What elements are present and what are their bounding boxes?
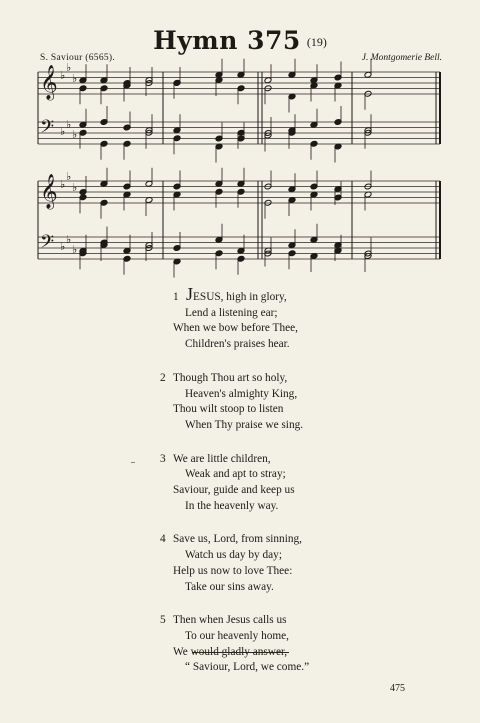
verse-line: Lend a listening ear; — [185, 306, 278, 319]
verse-line: We would gladly answer, — [173, 645, 288, 658]
flat-icon: ♭ — [72, 244, 78, 256]
verse-4 — [160, 532, 309, 595]
hymn-title: Hymn 375 — [153, 26, 301, 55]
verse-line: Take our sins away. — [185, 580, 274, 593]
verse-line: To our heavenly home, — [185, 629, 289, 642]
treble-clef-icon: 𝄞 — [40, 65, 58, 100]
verse-line: ESUS, high in glory, — [193, 291, 287, 303]
verse-number: 4 — [160, 533, 166, 546]
verse-line: Though Thou art so holy, — [173, 371, 288, 384]
verse-line: When Thy praise we sing. — [185, 418, 304, 431]
bass-clef-icon: 𝄢 — [40, 232, 55, 257]
verse-line: Children's praises hear. — [185, 338, 290, 351]
flat-icon: ♭ — [60, 179, 66, 191]
verse-line: In the heavenly way. — [185, 499, 279, 512]
verse-number: 3 — [160, 452, 166, 465]
hymn-verses — [160, 284, 310, 694]
flat-icon: ♭ — [66, 119, 72, 131]
verse-number: 5 — [160, 614, 166, 627]
verse-line: Help us now to love Thee: — [173, 564, 293, 577]
verse-line: Save us, Lord, from sinning, — [173, 533, 302, 546]
bass-clef-icon: 𝄢 — [40, 117, 55, 142]
tune-name: S. Saviour (6565). — [40, 53, 116, 63]
verse-number: 2 — [160, 371, 166, 384]
verse-1 — [160, 284, 309, 353]
author-name: J. Montgomerie Bell. — [361, 53, 442, 63]
flat-icon: ♭ — [66, 234, 72, 246]
verse-line: Then when Jesus calls us — [173, 614, 287, 627]
page-number: 475 — [390, 683, 405, 694]
treble-clef-icon: 𝄞 — [40, 174, 58, 209]
music-system-2 — [38, 168, 440, 278]
verse-line: Weak and apt to stray; — [185, 468, 286, 481]
flat-icon: ♭ — [66, 171, 72, 183]
flat-icon: ♭ — [72, 182, 78, 194]
verse-3 — [160, 452, 309, 515]
flat-icon: ♭ — [60, 126, 66, 138]
flat-icon: ♭ — [72, 129, 78, 141]
verse-line: Watch us day by day; — [185, 549, 282, 562]
paper-speck — [131, 462, 135, 463]
flat-icon: ♭ — [72, 73, 78, 85]
drop-capital: J — [186, 284, 194, 304]
verse-line: We are little children, — [173, 452, 271, 465]
end-rule — [192, 652, 289, 653]
verse-line: “ Saviour, Lord, we come.” — [185, 661, 310, 674]
music-system-1 — [38, 59, 440, 163]
verse-number: 1 — [173, 291, 179, 303]
flat-icon: ♭ — [60, 241, 66, 253]
verse-line: Thou wilt stoop to listen — [173, 403, 284, 416]
verse-line: Saviour, guide and keep us — [173, 484, 295, 497]
verse-2 — [160, 371, 309, 434]
flat-icon: ♭ — [60, 70, 66, 82]
verse-line: When we bow before Thee, — [173, 322, 298, 335]
verse-5 — [160, 613, 309, 676]
flat-icon: ♭ — [66, 62, 72, 74]
hymn-original-number: (19) — [306, 35, 327, 49]
music-score — [0, 0, 480, 290]
verse-line: Heaven's almighty King, — [185, 387, 298, 400]
